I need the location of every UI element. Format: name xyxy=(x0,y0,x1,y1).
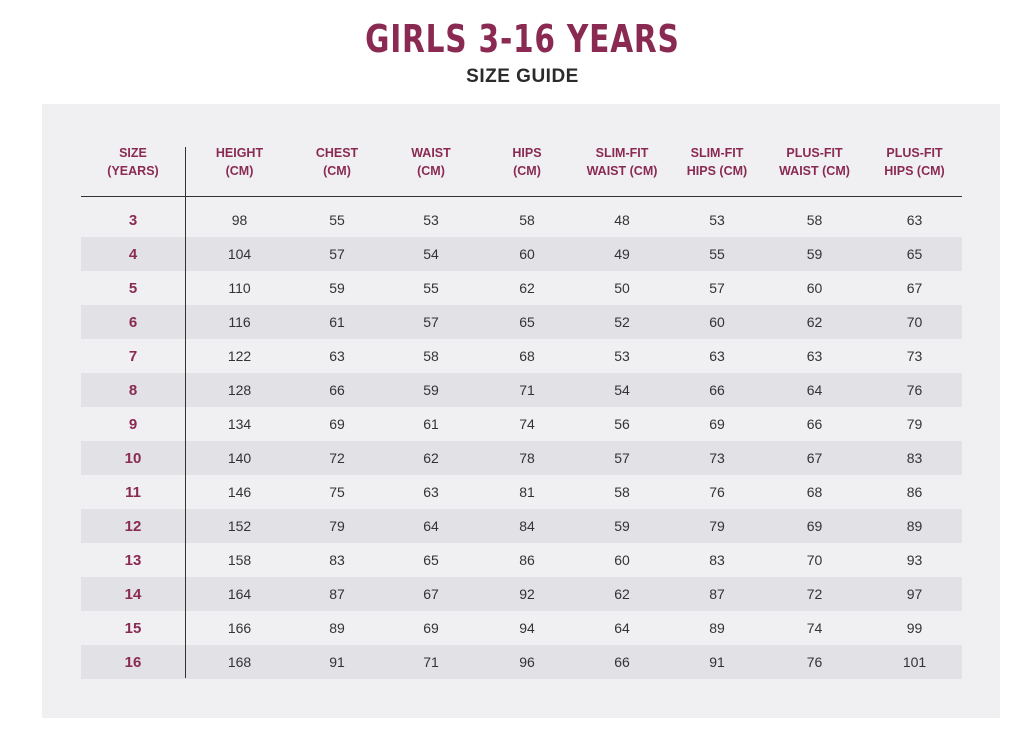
slim-fit-waist-value: 49 xyxy=(614,246,630,262)
slim-fit-waist-value: 54 xyxy=(614,382,630,398)
table-row xyxy=(81,645,962,679)
waist-value: 65 xyxy=(423,552,439,568)
table-row xyxy=(81,543,962,577)
page-subtitle: SIZE GUIDE xyxy=(466,66,579,87)
plus-fit-hips-value: 63 xyxy=(906,212,923,228)
waist-value: 54 xyxy=(423,246,439,262)
chest-value: 57 xyxy=(329,246,345,262)
height-value: 166 xyxy=(227,620,252,636)
slim-fit-waist-value: 53 xyxy=(614,348,630,364)
column-header-slim-fit-hips: SLIM-FIT HIPS (CM) xyxy=(686,146,748,178)
size-value: 9 xyxy=(128,415,138,433)
table-row xyxy=(81,237,962,271)
slim-fit-hips-value: 91 xyxy=(709,654,725,670)
size-value: 16 xyxy=(124,653,142,671)
slim-fit-waist-value: 60 xyxy=(614,552,630,568)
waist-value: 63 xyxy=(423,484,439,500)
plus-fit-waist-value: 66 xyxy=(806,416,823,432)
height-value: 116 xyxy=(228,314,251,330)
height-value: 152 xyxy=(227,518,252,534)
slim-fit-waist-value: 58 xyxy=(614,484,630,500)
size-value: 15 xyxy=(124,619,142,637)
slim-fit-hips-value: 55 xyxy=(709,246,725,262)
size-value: 13 xyxy=(124,551,142,569)
plus-fit-waist-value: 60 xyxy=(806,280,823,296)
column-header-hips: HIPS (CM) xyxy=(512,146,542,178)
size-value: 12 xyxy=(124,517,142,535)
height-value: 122 xyxy=(227,348,252,364)
height-value: 134 xyxy=(227,416,252,432)
table-row xyxy=(81,271,962,305)
height-value: 158 xyxy=(227,552,252,568)
height-value: 104 xyxy=(227,246,252,262)
chest-value: 79 xyxy=(329,518,345,534)
hips-value: 84 xyxy=(519,518,535,534)
waist-value: 69 xyxy=(423,620,439,636)
chest-value: 87 xyxy=(329,586,345,602)
slim-fit-waist-value: 62 xyxy=(614,586,630,602)
column-header-plus-fit-hips: PLUS-FIT HIPS (CM) xyxy=(884,146,945,178)
slim-fit-waist-value: 50 xyxy=(614,280,630,296)
plus-fit-waist-value: 59 xyxy=(806,246,823,262)
waist-value: 53 xyxy=(423,212,439,228)
table-row xyxy=(81,373,962,407)
slim-fit-hips-value: 53 xyxy=(709,212,725,228)
plus-fit-hips-value: 83 xyxy=(906,450,923,466)
waist-value: 58 xyxy=(423,348,439,364)
waist-value: 71 xyxy=(423,654,439,670)
plus-fit-hips-value: 89 xyxy=(906,518,923,534)
plus-fit-waist-value: 58 xyxy=(806,212,823,228)
hips-value: 58 xyxy=(519,212,535,228)
hips-value: 68 xyxy=(519,348,535,364)
table-row xyxy=(81,407,962,441)
column-header-plus-fit-waist: PLUS-FIT WAIST (CM) xyxy=(779,146,850,178)
size-value: 14 xyxy=(124,585,142,603)
column-header-size: SIZE (YEARS) xyxy=(107,146,159,178)
waist-value: 59 xyxy=(423,382,439,398)
column-header-slim-fit-waist: SLIM-FIT WAIST (CM) xyxy=(586,146,658,178)
height-value: 168 xyxy=(227,654,252,670)
table-row xyxy=(81,475,962,509)
slim-fit-hips-value: 76 xyxy=(709,484,725,500)
hips-value: 96 xyxy=(519,654,535,670)
table-row xyxy=(81,577,962,611)
size-table xyxy=(81,128,962,679)
height-value: 146 xyxy=(227,484,252,500)
plus-fit-waist-value: 70 xyxy=(806,552,823,568)
plus-fit-waist-value: 72 xyxy=(806,586,823,602)
slim-fit-hips-value: 83 xyxy=(709,552,725,568)
size-value: 3 xyxy=(128,211,138,229)
plus-fit-waist-value: 64 xyxy=(806,382,823,398)
plus-fit-hips-value: 97 xyxy=(906,586,923,602)
plus-fit-waist-value: 68 xyxy=(806,484,823,500)
plus-fit-hips-value: 93 xyxy=(906,552,923,568)
plus-fit-hips-value: 76 xyxy=(906,382,923,398)
slim-fit-hips-value: 66 xyxy=(709,382,725,398)
table-body xyxy=(81,203,962,679)
table-row xyxy=(81,305,962,339)
chest-value: 83 xyxy=(329,552,345,568)
table-row xyxy=(81,611,962,645)
table-row xyxy=(81,339,962,373)
hips-value: 62 xyxy=(519,280,535,296)
slim-fit-hips-value: 63 xyxy=(709,348,725,364)
slim-fit-hips-value: 57 xyxy=(709,280,725,296)
hips-value: 74 xyxy=(519,416,535,432)
plus-fit-hips-value: 70 xyxy=(906,314,923,330)
slim-fit-hips-value: 87 xyxy=(709,586,725,602)
waist-value: 57 xyxy=(423,314,439,330)
height-value: 110 xyxy=(228,280,251,296)
height-value: 98 xyxy=(231,212,248,228)
height-value: 128 xyxy=(227,382,252,398)
plus-fit-waist-value: 74 xyxy=(806,620,823,636)
hips-value: 71 xyxy=(519,382,535,398)
plus-fit-waist-value: 67 xyxy=(806,450,823,466)
chest-value: 91 xyxy=(329,654,345,670)
chest-value: 61 xyxy=(329,314,345,330)
plus-fit-hips-value: 86 xyxy=(906,484,923,500)
plus-fit-hips-value: 99 xyxy=(906,620,923,636)
chest-value: 72 xyxy=(329,450,345,466)
plus-fit-hips-value: 73 xyxy=(906,348,923,364)
chest-value: 59 xyxy=(329,280,345,296)
hips-value: 92 xyxy=(519,586,535,602)
table-row xyxy=(81,509,962,543)
waist-value: 61 xyxy=(423,416,439,432)
slim-fit-waist-value: 57 xyxy=(614,450,630,466)
hips-value: 78 xyxy=(519,450,535,466)
slim-fit-waist-value: 64 xyxy=(614,620,630,636)
page-title: GIRLS 3-16 YEARS xyxy=(365,17,680,61)
size-value: 6 xyxy=(128,313,138,331)
hips-value: 60 xyxy=(519,246,535,262)
chest-value: 63 xyxy=(329,348,345,364)
hips-value: 81 xyxy=(519,484,535,500)
slim-fit-waist-value: 66 xyxy=(614,654,630,670)
slim-fit-hips-value: 79 xyxy=(709,518,725,534)
column-header-height: HEIGHT (CM) xyxy=(215,146,264,178)
hips-value: 86 xyxy=(519,552,535,568)
hips-value: 94 xyxy=(519,620,535,636)
waist-value: 67 xyxy=(423,586,439,602)
slim-fit-hips-value: 60 xyxy=(709,314,725,330)
waist-value: 64 xyxy=(423,518,439,534)
height-value: 164 xyxy=(227,586,252,602)
chest-value: 55 xyxy=(329,212,345,228)
slim-fit-waist-value: 48 xyxy=(614,212,630,228)
table-header xyxy=(81,128,962,197)
slim-fit-hips-value: 73 xyxy=(709,450,725,466)
plus-fit-waist-value: 62 xyxy=(806,314,823,330)
size-value: 8 xyxy=(128,381,138,399)
size-value: 4 xyxy=(128,245,138,263)
chest-value: 89 xyxy=(329,620,345,636)
plus-fit-waist-value: 76 xyxy=(806,654,823,670)
table-row xyxy=(81,203,962,237)
plus-fit-waist-value: 69 xyxy=(806,518,823,534)
column-header-waist: WAIST (CM) xyxy=(411,146,451,178)
height-value: 140 xyxy=(227,450,252,466)
size-value: 10 xyxy=(124,449,142,467)
column-header-chest: CHEST (CM) xyxy=(315,146,359,178)
plus-fit-hips-value: 65 xyxy=(906,246,923,262)
size-value: 7 xyxy=(128,347,138,365)
chest-value: 69 xyxy=(329,416,345,432)
slim-fit-waist-value: 59 xyxy=(614,518,630,534)
slim-fit-waist-value: 56 xyxy=(614,416,630,432)
slim-fit-hips-value: 69 xyxy=(709,416,725,432)
slim-fit-waist-value: 52 xyxy=(614,314,630,330)
size-column-divider xyxy=(185,147,186,678)
hips-value: 65 xyxy=(519,314,535,330)
plus-fit-hips-value: 101 xyxy=(902,654,927,670)
plus-fit-hips-value: 79 xyxy=(906,416,923,432)
size-value: 11 xyxy=(125,483,141,501)
waist-value: 62 xyxy=(423,450,439,466)
plus-fit-hips-value: 67 xyxy=(906,280,923,296)
table-row xyxy=(81,441,962,475)
size-value: 5 xyxy=(128,279,138,297)
chest-value: 66 xyxy=(329,382,345,398)
waist-value: 55 xyxy=(423,280,439,296)
plus-fit-waist-value: 63 xyxy=(806,348,823,364)
slim-fit-hips-value: 89 xyxy=(709,620,725,636)
chest-value: 75 xyxy=(329,484,345,500)
